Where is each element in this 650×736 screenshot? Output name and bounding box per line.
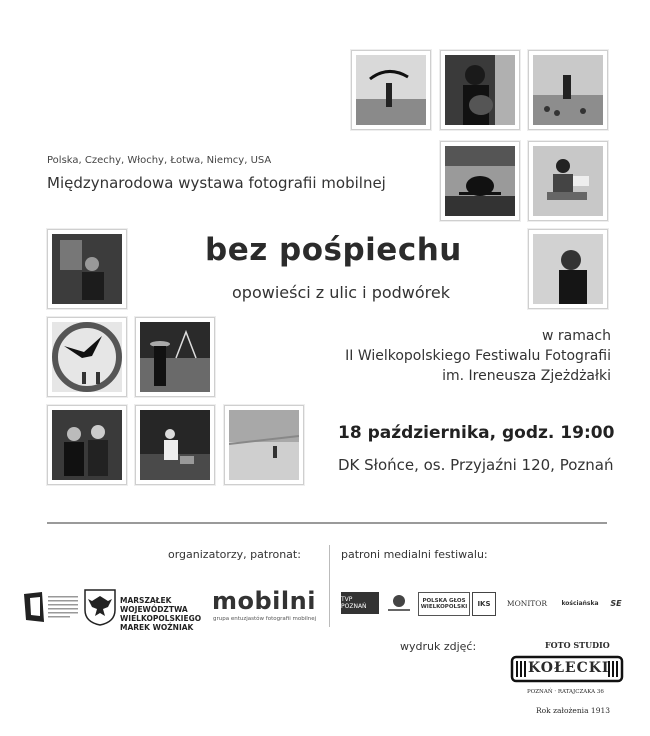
photo-singer-portrait: [528, 229, 608, 309]
glos-wielkopolski-logo: POLSKA GŁOS WIELKOPOLSKI: [418, 592, 470, 616]
photo-sitting-man: [528, 141, 608, 221]
section-divider: [47, 522, 607, 524]
print-label: wydruk zdjęć:: [400, 640, 477, 653]
photo-umbrella-woman: [351, 50, 431, 130]
organizers-label: organizatorzy, patronat:: [168, 548, 301, 561]
exhibition-title: bez pośpiechu: [205, 232, 462, 268]
photo-man-window: [47, 229, 127, 309]
media-patrons-label: patroni medialni festiwalu:: [341, 548, 488, 561]
festival-framework: [345, 326, 611, 386]
photo-bird-flight: [47, 317, 127, 397]
monitor-logo: MONITOR: [506, 598, 548, 608]
exhibition-tagline: opowieści z ulic i podwórek: [232, 283, 451, 302]
koscianska-logo: kościańska: [561, 599, 599, 607]
studio-address: POZNAŃ · RATAJCZAKA 36: [527, 689, 604, 695]
photo-couple-bench: [440, 141, 520, 221]
photo-woman-sunglasses: [440, 50, 520, 130]
marshal-text: MARSZAŁEK WOJEWÓDZTWA WIELKOPOLSKIEGO MAREK WOŹNIAK: [120, 596, 202, 632]
framework-line-2: II Wielkopolskiego Festiwalu Fotografii: [345, 348, 611, 364]
radio-logo-icon: [384, 592, 414, 614]
footer-separator: [329, 545, 330, 627]
photo-man-pigeons: [528, 50, 608, 130]
studio-name: KOŁECKI: [528, 660, 610, 676]
photo-accordion-player: [135, 405, 215, 485]
eagle-crest-icon: [83, 588, 117, 626]
event-date: 18 października, godz. 19:00: [338, 423, 615, 443]
photo-lakeside-figure: [224, 405, 304, 485]
photo-musicians: [47, 405, 127, 485]
studio-founded: Rok założenia 1913: [536, 706, 611, 715]
se-logo: SE: [610, 598, 622, 608]
event-venue: DK Słońce, os. Przyjaźni 120, Poznań: [338, 456, 614, 474]
curtain-logo-icon: [22, 590, 82, 624]
photo-hat-man-bridge: [135, 317, 215, 397]
framework-line-3: im. Ireneusza Zjeżdżałki: [442, 368, 611, 384]
mobilni-tagline: grupa entuzjastów fotografii mobilnej: [213, 616, 317, 622]
mobilni-logo: mobilni: [212, 587, 316, 615]
countries-line: Polska, Czechy, Włochy, Łotwa, Niemcy, USA: [47, 155, 272, 166]
exhibition-subtitle: Międzynarodowa wystawa fotografii mobilnej: [47, 174, 386, 192]
iks-logo: IKS: [472, 592, 496, 616]
framework-line-1: w ramach: [541, 328, 611, 344]
tvp-poznan-logo: TVP POZNAŃ: [341, 592, 379, 614]
studio-top-text: FOTO STUDIO: [545, 640, 610, 650]
